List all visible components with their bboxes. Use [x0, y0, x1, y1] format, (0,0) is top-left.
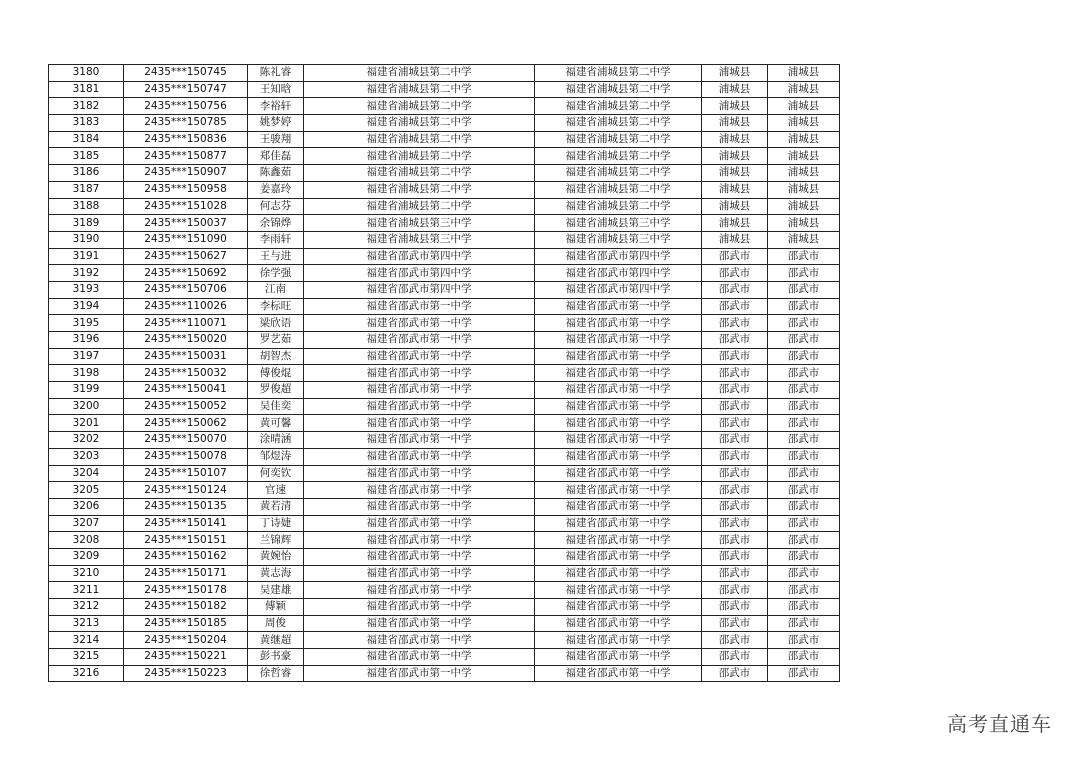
school-cell-2: 福建省浦城县第二中学: [535, 165, 702, 182]
table-row: [49, 248, 840, 265]
school-cell-2: 福建省邵武市第一中学: [535, 582, 702, 599]
county-cell: 邵武市: [702, 649, 768, 666]
school-cell-2: 福建省浦城县第三中学: [535, 231, 702, 248]
county-cell-2: 邵武市: [768, 265, 840, 282]
county-cell: 邵武市: [702, 548, 768, 565]
name-cell: 郑佳磊: [248, 148, 304, 165]
name-cell: 王与进: [248, 248, 304, 265]
school-cell: 福建省邵武市第一中学: [304, 348, 535, 365]
county-cell: 邵武市: [702, 315, 768, 332]
county-cell: 浦城县: [702, 98, 768, 115]
table-row: [49, 615, 840, 632]
table-row: [49, 315, 840, 332]
table-row: [49, 448, 840, 465]
seq-cell: 3204: [49, 465, 124, 482]
name-cell: 姜嘉玲: [248, 181, 304, 198]
seq-cell: 3186: [49, 165, 124, 182]
exam-id-cell: 2435***150078: [124, 448, 248, 465]
name-cell: 江南: [248, 281, 304, 298]
school-cell-2: 福建省邵武市第一中学: [535, 398, 702, 415]
county-cell: 邵武市: [702, 332, 768, 349]
name-cell: 王骏翔: [248, 131, 304, 148]
seq-cell: 3199: [49, 382, 124, 399]
county-cell-2: 邵武市: [768, 665, 840, 682]
seq-cell: 3181: [49, 81, 124, 98]
exam-id-cell: 2435***150836: [124, 131, 248, 148]
seq-cell: 3192: [49, 265, 124, 282]
seq-cell: 3196: [49, 332, 124, 349]
name-cell: 邹煜涛: [248, 448, 304, 465]
table-row: [49, 281, 840, 298]
school-cell: 福建省邵武市第一中学: [304, 398, 535, 415]
exam-id-cell: 2435***150223: [124, 665, 248, 682]
county-cell-2: 浦城县: [768, 81, 840, 98]
seq-cell: 3205: [49, 482, 124, 499]
county-cell: 邵武市: [702, 398, 768, 415]
county-cell-2: 邵武市: [768, 465, 840, 482]
name-cell: 涂晴涵: [248, 432, 304, 449]
school-cell-2: 福建省邵武市第一中学: [535, 482, 702, 499]
school-cell: 福建省浦城县第二中学: [304, 81, 535, 98]
exam-id-cell: 2435***150151: [124, 532, 248, 549]
table-row: [49, 198, 840, 215]
seq-cell: 3195: [49, 315, 124, 332]
county-cell-2: 浦城县: [768, 215, 840, 232]
county-cell-2: 浦城县: [768, 231, 840, 248]
school-cell: 福建省邵武市第四中学: [304, 248, 535, 265]
school-cell: 福建省邵武市第一中学: [304, 382, 535, 399]
exam-id-cell: 2435***150070: [124, 432, 248, 449]
county-cell-2: 邵武市: [768, 565, 840, 582]
table-row: [49, 365, 840, 382]
roster-table: [48, 64, 840, 682]
table-row: [49, 565, 840, 582]
exam-id-cell: 2435***150162: [124, 548, 248, 565]
table-row: [49, 498, 840, 515]
seq-cell: 3202: [49, 432, 124, 449]
county-cell: 浦城县: [702, 231, 768, 248]
county-cell: 邵武市: [702, 665, 768, 682]
county-cell-2: 邵武市: [768, 415, 840, 432]
school-cell-2: 福建省浦城县第二中学: [535, 181, 702, 198]
school-cell: 福建省邵武市第一中学: [304, 565, 535, 582]
table-row: [49, 131, 840, 148]
name-cell: 陈鑫茹: [248, 165, 304, 182]
name-cell: 周俊: [248, 615, 304, 632]
school-cell-2: 福建省邵武市第一中学: [535, 565, 702, 582]
county-cell-2: 邵武市: [768, 548, 840, 565]
school-cell-2: 福建省浦城县第二中学: [535, 198, 702, 215]
county-cell-2: 邵武市: [768, 365, 840, 382]
exam-id-cell: 2435***150037: [124, 215, 248, 232]
county-cell: 邵武市: [702, 348, 768, 365]
exam-id-cell: 2435***150178: [124, 582, 248, 599]
table-row: [49, 532, 840, 549]
exam-id-cell: 2435***150135: [124, 498, 248, 515]
school-cell: 福建省浦城县第二中学: [304, 198, 535, 215]
school-cell-2: 福建省邵武市第一中学: [535, 465, 702, 482]
school-cell: 福建省邵武市第一中学: [304, 365, 535, 382]
school-cell: 福建省浦城县第三中学: [304, 231, 535, 248]
seq-cell: 3200: [49, 398, 124, 415]
table-row: [49, 65, 840, 82]
school-cell-2: 福建省邵武市第四中学: [535, 281, 702, 298]
school-cell-2: 福建省邵武市第一中学: [535, 599, 702, 616]
exam-id-cell: 2435***150221: [124, 649, 248, 666]
county-cell: 浦城县: [702, 181, 768, 198]
name-cell: 梁欣语: [248, 315, 304, 332]
exam-id-cell: 2435***150052: [124, 398, 248, 415]
seq-cell: 3197: [49, 348, 124, 365]
seq-cell: 3183: [49, 115, 124, 132]
exam-id-cell: 2435***150182: [124, 599, 248, 616]
school-cell: 福建省邵武市第四中学: [304, 281, 535, 298]
school-cell: 福建省邵武市第四中学: [304, 265, 535, 282]
name-cell: 王知晗: [248, 81, 304, 98]
school-cell-2: 福建省浦城县第二中学: [535, 98, 702, 115]
school-cell: 福建省邵武市第一中学: [304, 515, 535, 532]
table-row: [49, 599, 840, 616]
county-cell: 邵武市: [702, 298, 768, 315]
school-cell-2: 福建省邵武市第一中学: [535, 415, 702, 432]
school-cell: 福建省邵武市第一中学: [304, 332, 535, 349]
county-cell: 邵武市: [702, 565, 768, 582]
table-row: [49, 465, 840, 482]
name-cell: 傅俊焜: [248, 365, 304, 382]
school-cell: 福建省邵武市第一中学: [304, 599, 535, 616]
county-cell-2: 邵武市: [768, 582, 840, 599]
county-cell: 邵武市: [702, 515, 768, 532]
school-cell-2: 福建省浦城县第二中学: [535, 115, 702, 132]
school-cell: 福建省邵武市第一中学: [304, 432, 535, 449]
school-cell: 福建省邵武市第一中学: [304, 465, 535, 482]
seq-cell: 3203: [49, 448, 124, 465]
table-row: [49, 632, 840, 649]
school-cell: 福建省邵武市第一中学: [304, 649, 535, 666]
county-cell-2: 邵武市: [768, 281, 840, 298]
exam-id-cell: 2435***150041: [124, 382, 248, 399]
name-cell: 余锦烨: [248, 215, 304, 232]
school-cell: 福建省邵武市第一中学: [304, 632, 535, 649]
table-row: [49, 548, 840, 565]
county-cell-2: 邵武市: [768, 398, 840, 415]
county-cell-2: 邵武市: [768, 382, 840, 399]
table-row: [49, 231, 840, 248]
county-cell-2: 邵武市: [768, 515, 840, 532]
exam-id-cell: 2435***110071: [124, 315, 248, 332]
school-cell: 福建省浦城县第二中学: [304, 131, 535, 148]
school-cell: 福建省邵武市第一中学: [304, 315, 535, 332]
county-cell: 邵武市: [702, 498, 768, 515]
county-cell-2: 浦城县: [768, 115, 840, 132]
school-cell-2: 福建省邵武市第一中学: [535, 548, 702, 565]
county-cell: 邵武市: [702, 365, 768, 382]
roster-body: [49, 65, 840, 682]
school-cell-2: 福建省浦城县第二中学: [535, 148, 702, 165]
exam-id-cell: 2435***150032: [124, 365, 248, 382]
exam-id-cell: 2435***150141: [124, 515, 248, 532]
county-cell: 浦城县: [702, 65, 768, 82]
name-cell: 李裕轩: [248, 98, 304, 115]
school-cell: 福建省邵武市第一中学: [304, 498, 535, 515]
name-cell: 徐哲睿: [248, 665, 304, 682]
name-cell: 傅颖: [248, 599, 304, 616]
table-row: [49, 115, 840, 132]
county-cell-2: 浦城县: [768, 131, 840, 148]
county-cell: 邵武市: [702, 482, 768, 499]
school-cell: 福建省浦城县第二中学: [304, 98, 535, 115]
school-cell: 福建省邵武市第一中学: [304, 415, 535, 432]
table-row: [49, 432, 840, 449]
exam-id-cell: 2435***150958: [124, 181, 248, 198]
seq-cell: 3211: [49, 582, 124, 599]
school-cell-2: 福建省邵武市第一中学: [535, 532, 702, 549]
county-cell-2: 浦城县: [768, 165, 840, 182]
table-row: [49, 415, 840, 432]
school-cell-2: 福建省邵武市第四中学: [535, 265, 702, 282]
exam-id-cell: 2435***150692: [124, 265, 248, 282]
county-cell: 浦城县: [702, 148, 768, 165]
seq-cell: 3213: [49, 615, 124, 632]
county-cell-2: 邵武市: [768, 298, 840, 315]
school-cell: 福建省浦城县第二中学: [304, 65, 535, 82]
exam-id-cell: 2435***150745: [124, 65, 248, 82]
school-cell-2: 福建省浦城县第二中学: [535, 65, 702, 82]
name-cell: 黄婉怡: [248, 548, 304, 565]
county-cell: 浦城县: [702, 215, 768, 232]
table-row: [49, 515, 840, 532]
exam-id-cell: 2435***150706: [124, 281, 248, 298]
exam-id-cell: 2435***150785: [124, 115, 248, 132]
county-cell: 浦城县: [702, 131, 768, 148]
table-row: [49, 582, 840, 599]
name-cell: 丁诗婕: [248, 515, 304, 532]
name-cell: 何志芬: [248, 198, 304, 215]
county-cell: 浦城县: [702, 115, 768, 132]
county-cell: 邵武市: [702, 248, 768, 265]
name-cell: 陈礼睿: [248, 65, 304, 82]
exam-id-cell: 2435***110026: [124, 298, 248, 315]
seq-cell: 3188: [49, 198, 124, 215]
county-cell-2: 邵武市: [768, 615, 840, 632]
seq-cell: 3193: [49, 281, 124, 298]
school-cell: 福建省浦城县第二中学: [304, 165, 535, 182]
name-cell: 黄可馨: [248, 415, 304, 432]
name-cell: 吴佳奕: [248, 398, 304, 415]
seq-cell: 3214: [49, 632, 124, 649]
school-cell-2: 福建省邵武市第一中学: [535, 498, 702, 515]
exam-id-cell: 2435***150204: [124, 632, 248, 649]
seq-cell: 3180: [49, 65, 124, 82]
school-cell-2: 福建省邵武市第一中学: [535, 365, 702, 382]
school-cell-2: 福建省邵武市第四中学: [535, 248, 702, 265]
seq-cell: 3185: [49, 148, 124, 165]
county-cell-2: 浦城县: [768, 148, 840, 165]
school-cell-2: 福建省浦城县第三中学: [535, 215, 702, 232]
name-cell: 彭书豪: [248, 649, 304, 666]
county-cell: 邵武市: [702, 599, 768, 616]
county-cell: 邵武市: [702, 265, 768, 282]
exam-id-cell: 2435***150107: [124, 465, 248, 482]
school-cell-2: 福建省邵武市第一中学: [535, 332, 702, 349]
county-cell: 邵武市: [702, 415, 768, 432]
county-cell-2: 浦城县: [768, 198, 840, 215]
exam-id-cell: 2435***150020: [124, 332, 248, 349]
school-cell-2: 福建省邵武市第一中学: [535, 665, 702, 682]
school-cell-2: 福建省邵武市第一中学: [535, 432, 702, 449]
exam-id-cell: 2435***151028: [124, 198, 248, 215]
seq-cell: 3190: [49, 231, 124, 248]
name-cell: 黄若清: [248, 498, 304, 515]
seq-cell: 3182: [49, 98, 124, 115]
county-cell-2: 邵武市: [768, 482, 840, 499]
school-cell-2: 福建省邵武市第一中学: [535, 515, 702, 532]
county-cell: 邵武市: [702, 465, 768, 482]
school-cell-2: 福建省浦城县第二中学: [535, 131, 702, 148]
school-cell: 福建省邵武市第一中学: [304, 532, 535, 549]
school-cell-2: 福建省邵武市第一中学: [535, 348, 702, 365]
name-cell: 姚梦婷: [248, 115, 304, 132]
name-cell: 吴建雄: [248, 582, 304, 599]
seq-cell: 3198: [49, 365, 124, 382]
county-cell-2: 邵武市: [768, 248, 840, 265]
county-cell-2: 浦城县: [768, 98, 840, 115]
school-cell: 福建省邵武市第一中学: [304, 615, 535, 632]
county-cell: 邵武市: [702, 632, 768, 649]
table-row: [49, 398, 840, 415]
table-row: [49, 98, 840, 115]
county-cell-2: 邵武市: [768, 432, 840, 449]
school-cell: 福建省浦城县第二中学: [304, 148, 535, 165]
table-row: [49, 81, 840, 98]
seq-cell: 3201: [49, 415, 124, 432]
county-cell-2: 邵武市: [768, 632, 840, 649]
exam-id-cell: 2435***151090: [124, 231, 248, 248]
exam-id-cell: 2435***150877: [124, 148, 248, 165]
county-cell: 邵武市: [702, 432, 768, 449]
table-row: [49, 382, 840, 399]
table-row: [49, 649, 840, 666]
name-cell: 官速: [248, 482, 304, 499]
county-cell: 浦城县: [702, 81, 768, 98]
seq-cell: 3189: [49, 215, 124, 232]
table-row: [49, 298, 840, 315]
name-cell: 罗艺茹: [248, 332, 304, 349]
exam-id-cell: 2435***150185: [124, 615, 248, 632]
county-cell-2: 邵武市: [768, 532, 840, 549]
exam-id-cell: 2435***150124: [124, 482, 248, 499]
exam-id-cell: 2435***150627: [124, 248, 248, 265]
school-cell: 福建省浦城县第二中学: [304, 115, 535, 132]
name-cell: 何奕钦: [248, 465, 304, 482]
school-cell: 福建省邵武市第一中学: [304, 665, 535, 682]
table-row: [49, 215, 840, 232]
name-cell: 黄继超: [248, 632, 304, 649]
county-cell-2: 邵武市: [768, 498, 840, 515]
seq-cell: 3184: [49, 131, 124, 148]
exam-id-cell: 2435***150747: [124, 81, 248, 98]
exam-id-cell: 2435***150756: [124, 98, 248, 115]
school-cell: 福建省浦城县第三中学: [304, 215, 535, 232]
name-cell: 兰锦辉: [248, 532, 304, 549]
table-row: [49, 181, 840, 198]
school-cell: 福建省浦城县第二中学: [304, 181, 535, 198]
county-cell: 浦城县: [702, 198, 768, 215]
school-cell: 福建省邵武市第一中学: [304, 448, 535, 465]
school-cell-2: 福建省浦城县第二中学: [535, 81, 702, 98]
county-cell-2: 邵武市: [768, 599, 840, 616]
school-cell: 福建省邵武市第一中学: [304, 482, 535, 499]
table-row: [49, 482, 840, 499]
seq-cell: 3206: [49, 498, 124, 515]
table-row: [49, 348, 840, 365]
county-cell-2: 邵武市: [768, 332, 840, 349]
school-cell-2: 福建省邵武市第一中学: [535, 632, 702, 649]
table-row: [49, 148, 840, 165]
exam-id-cell: 2435***150062: [124, 415, 248, 432]
county-cell: 邵武市: [702, 382, 768, 399]
name-cell: 罗俊超: [248, 382, 304, 399]
county-cell-2: 邵武市: [768, 448, 840, 465]
school-cell-2: 福建省邵武市第一中学: [535, 649, 702, 666]
county-cell-2: 邵武市: [768, 315, 840, 332]
name-cell: 李标旺: [248, 298, 304, 315]
school-cell: 福建省邵武市第一中学: [304, 548, 535, 565]
table-row: [49, 332, 840, 349]
county-cell-2: 浦城县: [768, 65, 840, 82]
school-cell-2: 福建省邵武市第一中学: [535, 615, 702, 632]
county-cell-2: 邵武市: [768, 649, 840, 666]
seq-cell: 3187: [49, 181, 124, 198]
county-cell: 邵武市: [702, 532, 768, 549]
table-row: [49, 665, 840, 682]
table-row: [49, 265, 840, 282]
county-cell: 邵武市: [702, 615, 768, 632]
seq-cell: 3216: [49, 665, 124, 682]
school-cell-2: 福建省邵武市第一中学: [535, 315, 702, 332]
county-cell-2: 浦城县: [768, 181, 840, 198]
name-cell: 胡智杰: [248, 348, 304, 365]
seq-cell: 3191: [49, 248, 124, 265]
name-cell: 李雨轩: [248, 231, 304, 248]
seq-cell: 3208: [49, 532, 124, 549]
seq-cell: 3215: [49, 649, 124, 666]
exam-id-cell: 2435***150907: [124, 165, 248, 182]
name-cell: 黄志海: [248, 565, 304, 582]
name-cell: 徐学强: [248, 265, 304, 282]
seq-cell: 3209: [49, 548, 124, 565]
exam-id-cell: 2435***150031: [124, 348, 248, 365]
seq-cell: 3210: [49, 565, 124, 582]
school-cell-2: 福建省邵武市第一中学: [535, 448, 702, 465]
seq-cell: 3207: [49, 515, 124, 532]
county-cell: 邵武市: [702, 448, 768, 465]
county-cell-2: 邵武市: [768, 348, 840, 365]
school-cell: 福建省邵武市第一中学: [304, 582, 535, 599]
county-cell: 浦城县: [702, 165, 768, 182]
seq-cell: 3194: [49, 298, 124, 315]
school-cell-2: 福建省邵武市第一中学: [535, 298, 702, 315]
seq-cell: 3212: [49, 599, 124, 616]
county-cell: 邵武市: [702, 582, 768, 599]
exam-id-cell: 2435***150171: [124, 565, 248, 582]
watermark: 高考直通车: [947, 712, 1052, 736]
county-cell: 邵武市: [702, 281, 768, 298]
table-row: [49, 165, 840, 182]
school-cell-2: 福建省邵武市第一中学: [535, 382, 702, 399]
school-cell: 福建省邵武市第一中学: [304, 298, 535, 315]
